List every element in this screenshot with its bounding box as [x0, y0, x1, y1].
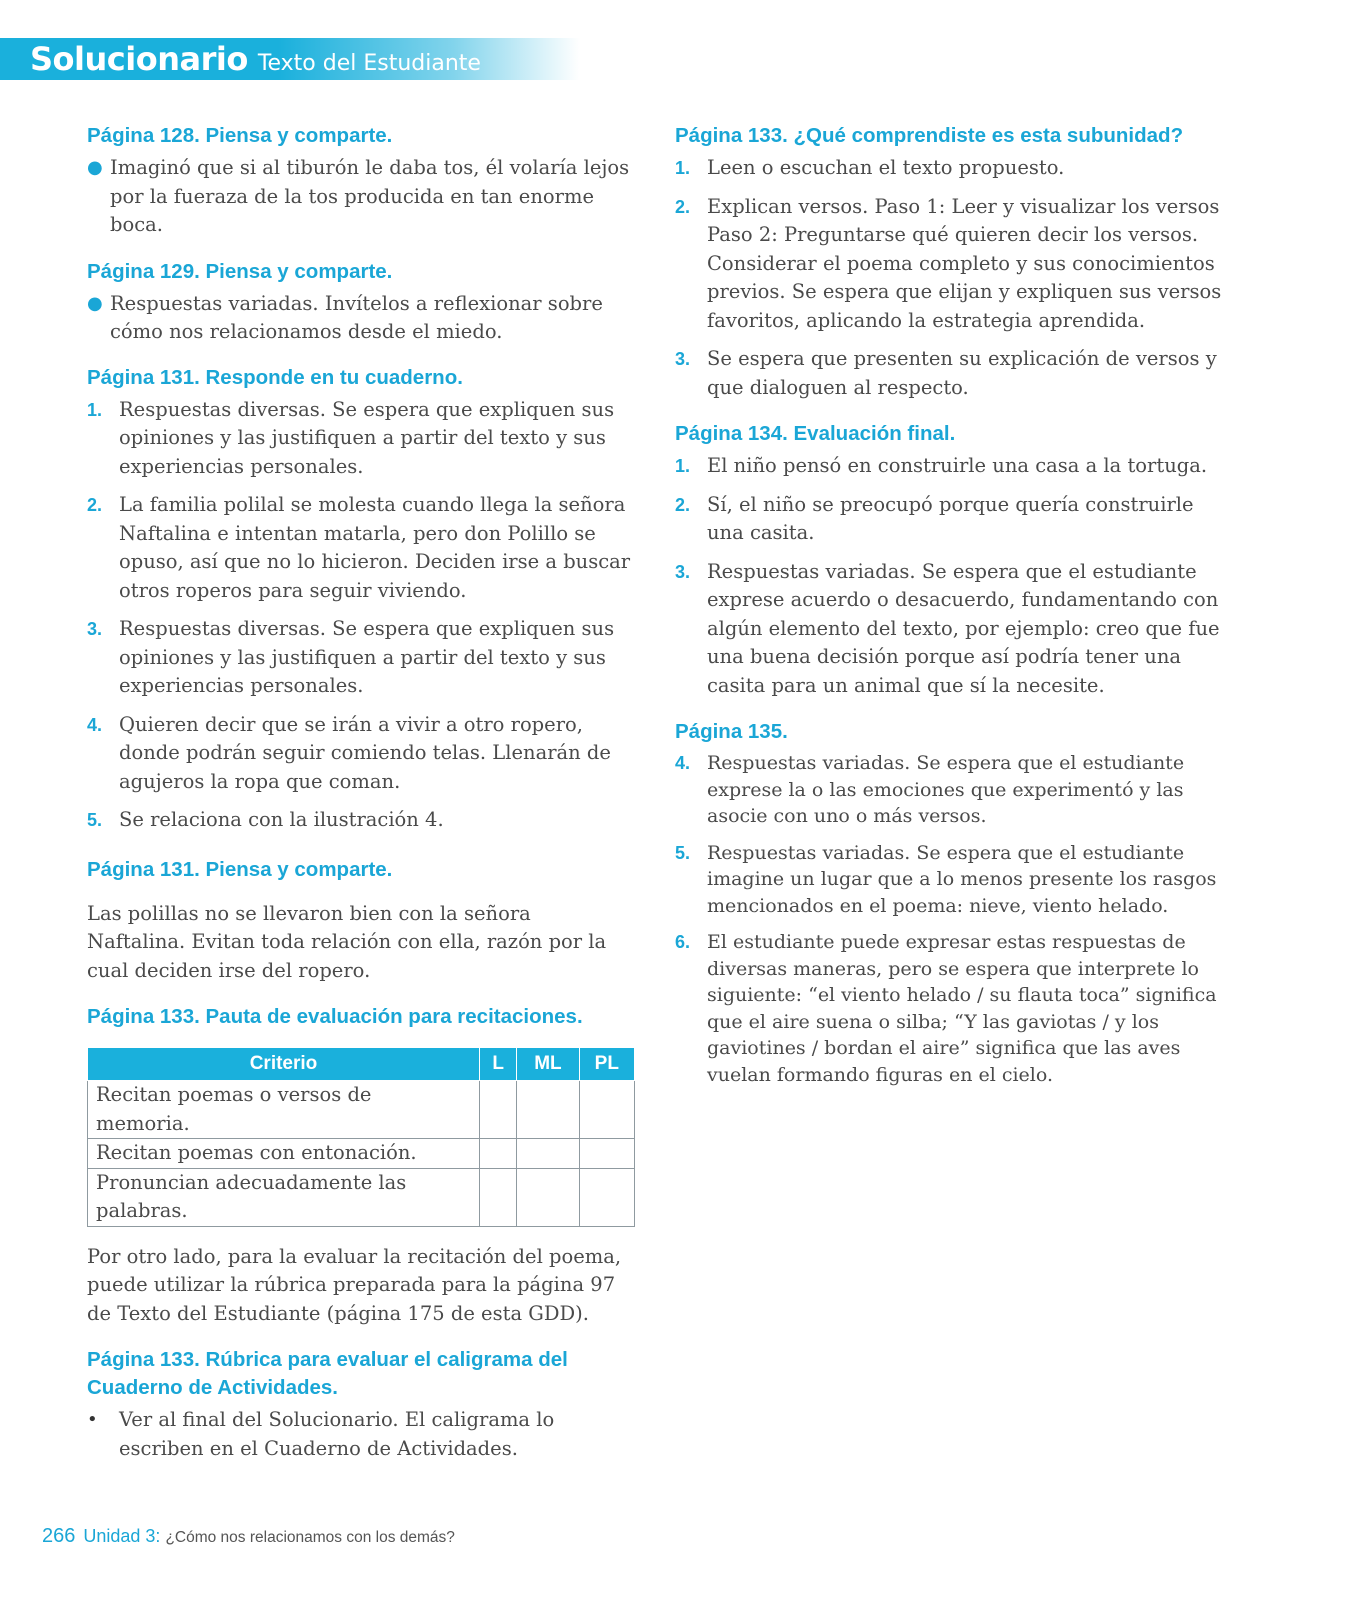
bullet-dot-icon: ● [87, 157, 103, 178]
list-item [87, 711, 635, 797]
left-column [87, 122, 635, 1463]
table-cell [517, 1139, 579, 1169]
list-item [675, 452, 1230, 481]
list-item [675, 491, 1230, 548]
item-number: 1. [675, 456, 691, 476]
item-text: Se relaciona con la ilustración 4. [119, 808, 444, 831]
section-title: Página 135. [675, 720, 788, 743]
bullet-dot-icon: • [87, 1409, 98, 1430]
section-title: Página 133. Pauta de evaluación para recitaciones. [87, 1005, 583, 1028]
item-number: 3. [87, 619, 103, 639]
unit-title: ¿Cómo nos relacionamos con los demás? [165, 1529, 455, 1546]
item-number: 2. [87, 495, 103, 515]
list-item [675, 750, 1230, 830]
bullet-item [87, 290, 635, 347]
item-number: 4. [87, 714, 103, 735]
table-row [88, 1168, 635, 1226]
item-number: 1. [87, 399, 103, 420]
item-text: El niño pensó en construirle una casa a la tortuga. [707, 454, 1208, 477]
list-item [87, 806, 635, 835]
section-title: Página 129. Piensa y comparte. [87, 259, 393, 283]
table-row [88, 1139, 635, 1169]
header-banner [0, 38, 580, 80]
section-title: Página 134. Evaluación final. [675, 422, 956, 445]
item-text: Quieren decir que se irán a vivir a otro ropero, donde podrán seguir comiendo telas. Llenarán de agujeros la ropa que coman. [119, 712, 611, 793]
item-number: 3. [675, 349, 691, 369]
section-title: Página 131. Piensa y comparte. [87, 857, 393, 881]
item-number: 5. [87, 810, 103, 830]
table-header-l: L [480, 1048, 517, 1081]
item-text: El estudiante puede expresar estas respuestas de diversas maneras, pero se espera que interprete lo siguiente: “el viento helado / su flauta toca” significa que el aire suena o silba; “Y las gaviotas / y los gaviotines / bordan el aire” significa que las aves vuelan formando figuras en el cielo. [707, 931, 1217, 1086]
list-item [675, 840, 1230, 920]
bullet-item [87, 1406, 635, 1463]
item-number: 3. [675, 561, 691, 582]
table-cell: Recitan poemas con entonación. [88, 1139, 480, 1169]
table-cell [517, 1168, 579, 1226]
list-item [675, 929, 1230, 1088]
header-title: Solucionario [30, 40, 248, 78]
evaluation-table [87, 1047, 635, 1227]
section-title: Página 128. Piensa y comparte. [87, 124, 393, 147]
table-header-criterio: Criterio [88, 1048, 480, 1081]
table-cell: Recitan poemas o versos de memoria. [88, 1081, 480, 1139]
list-item [675, 345, 1230, 402]
table-header-pl: PL [579, 1048, 634, 1081]
unit-label: Unidad 3: [83, 1526, 161, 1546]
item-number: 6. [675, 932, 691, 952]
page-number: 266 [42, 1525, 76, 1547]
table-cell [579, 1139, 634, 1169]
list-item [675, 154, 1230, 183]
bullet-item [87, 154, 635, 240]
section-title: Página 131. Responde en tu cuaderno. [87, 365, 463, 389]
bullet-text: Respuestas variadas. Invítelos a reflexionar sobre cómo nos relacionamos desde el miedo. [110, 291, 603, 343]
numbered-list [87, 396, 635, 835]
table-cell [517, 1081, 579, 1139]
paragraph: Las polillas no se llevaron bien con la señora Naftalina. Evitan toda relación con ella, razón por la cual deciden irse del ropero. [87, 901, 607, 982]
item-text: Respuestas diversas. Se espera que expliquen sus opiniones y las justifiquen a partir del texto y sus experiencias personales. [119, 397, 615, 478]
list-item [675, 558, 1230, 701]
section-title: Página 133. Rúbrica para evaluar el caligrama del Cuaderno de Actividades. [87, 1348, 568, 1399]
item-number: 1. [675, 158, 691, 178]
item-number: 4. [675, 753, 691, 773]
bullet-text: Ver al final del Solucionario. El caligrama lo escriben en el Cuaderno de Actividades. [119, 1408, 555, 1460]
bullet-text: Imaginó que si al tiburón le daba tos, él volaría lejos por la fueraza de la tos producida en tan enorme boca. [110, 156, 630, 236]
header-subtitle: Texto del Estudiante [257, 50, 481, 76]
paragraph: Por otro lado, para la evaluar la recitación del poema, puede utilizar la rúbrica preparada para la página 97 de Texto del Estudiante (página 175 de esta GDD). [87, 1244, 622, 1325]
table-cell [579, 1168, 634, 1226]
table-cell [480, 1081, 517, 1139]
list-item [675, 193, 1230, 336]
item-number: 2. [675, 196, 691, 217]
list-item [87, 491, 635, 605]
item-text: La familia polilal se molesta cuando llega la señora Naftalina e intentan matarla, pero don Polillo se opuso, así que no lo hicieron. Deciden irse a buscar otros roperos para seguir viviendo. [119, 493, 631, 602]
section-title: Página 133. ¿Qué comprendiste es esta subunidad? [675, 124, 1184, 147]
table-cell [579, 1081, 634, 1139]
page-footer [42, 1525, 455, 1548]
item-text: Respuestas variadas. Se espera que el estudiante exprese la o las emociones que experimentó y las asocie con uno o más versos. [707, 752, 1185, 827]
item-text: Explican versos. Paso 1: Leer y visualizar los versos Paso 2: Preguntarse qué quieren decir los versos. Considerar el poema completo y sus conocimientos previos. Se espera que elijan y expliquen sus versos favoritos, aplicando la estrategia aprendida. [707, 194, 1222, 332]
item-text: Se espera que presenten su explicación de versos y que dialoguen al respecto. [707, 347, 1217, 399]
bullet-dot-icon: ● [87, 292, 103, 314]
table-cell [480, 1139, 517, 1169]
table-cell: Pronuncian adecuadamente las palabras. [88, 1168, 480, 1226]
item-number: 2. [675, 494, 691, 515]
item-text: Leen o escuchan el texto propuesto. [707, 156, 1065, 179]
table-header-ml: ML [517, 1048, 579, 1081]
item-text: Respuestas variadas. Se espera que el estudiante imagine un lugar que a lo menos presente los rasgos mencionados en el poema: nieve, viento helado. [707, 841, 1217, 917]
right-column [675, 122, 1230, 1088]
list-item [87, 396, 635, 482]
item-text: Respuestas variadas. Se espera que el estudiante exprese acuerdo o desacuerdo, fundamentando con algún elemento del texto, por ejemplo: creo que fue una buena decisión porque así podría tener una casita para un animal que sí la necesite. [707, 559, 1220, 697]
table-header-row [88, 1048, 635, 1081]
list-item [87, 615, 635, 701]
item-text: Sí, el niño se preocupó porque quería construirle una casita. [707, 492, 1194, 544]
item-number: 5. [675, 842, 691, 863]
item-text: Respuestas diversas. Se espera que expliquen sus opiniones y las justifiquen a partir del texto y sus experiencias personales. [119, 617, 615, 697]
table-cell [480, 1168, 517, 1226]
table-row [88, 1081, 635, 1139]
